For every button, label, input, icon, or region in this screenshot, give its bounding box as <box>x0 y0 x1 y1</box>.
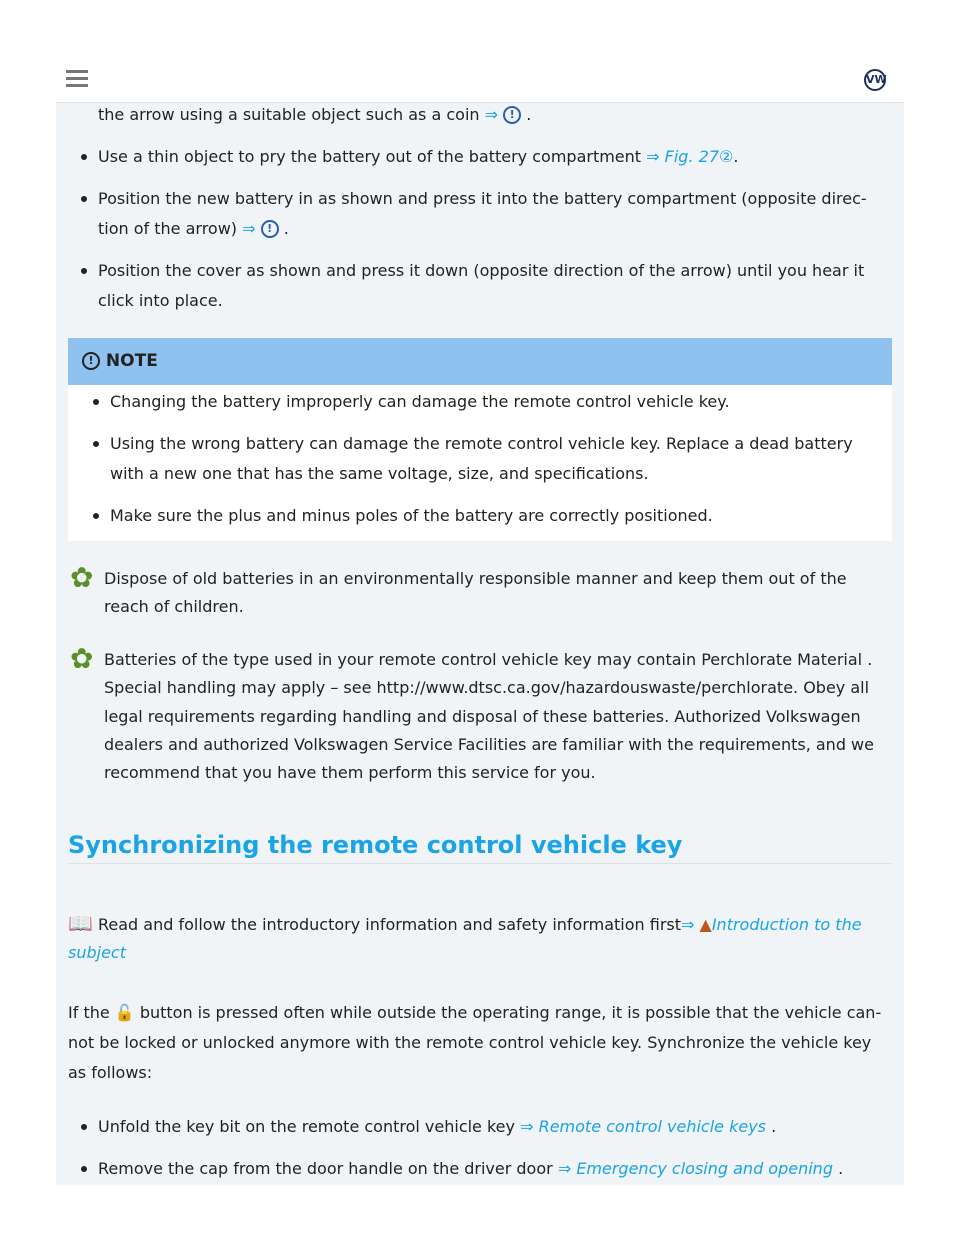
step <box>98 256 864 316</box>
env-text: Batteries of the type used in your remote control vehicle key may contain Perchlorate Material . <box>104 650 873 669</box>
arrow: ⇒ <box>557 1159 572 1178</box>
warning-icon[interactable]: ! <box>261 220 279 238</box>
note-item: Make sure the plus and minus poles of the battery are correctly positioned. <box>110 501 713 531</box>
arrow: ⇒ <box>520 1117 534 1136</box>
period: . <box>283 219 289 238</box>
step-text: Use a thin object to pry the battery out of the battery compartment <box>98 147 642 166</box>
env-note <box>104 565 847 621</box>
step-text: click into place. <box>98 291 223 310</box>
step <box>98 1112 776 1142</box>
hamburger-icon[interactable] <box>66 70 88 91</box>
note-item: Changing the battery improperly can damage the remote control vehicle key. <box>110 387 730 417</box>
note-item <box>110 429 853 489</box>
paragraph <box>68 998 881 1088</box>
step-text: Position the cover as shown and press it down (opposite direction of the arrow) until you hear it <box>98 261 865 280</box>
arrow: ⇒ <box>242 219 256 238</box>
top-bar <box>56 60 904 103</box>
env-note <box>104 646 874 787</box>
arrow: ⇒ <box>681 915 695 934</box>
para-text: button is pressed often while outside the operating range, it is possible that the vehicle can- <box>139 1003 882 1022</box>
step-text: Unfold the key bit on the remote control vehicle key <box>98 1117 515 1136</box>
step-text: the arrow using a suitable object such as a coin <box>98 105 480 124</box>
period: . <box>838 1159 844 1178</box>
env-text: reach of children. <box>104 597 244 616</box>
section-title: Synchronizing the remote control vehicle key <box>68 831 892 864</box>
note-text: with a new one that has the same voltage, size, and specifications. <box>110 464 649 483</box>
period: . <box>771 1117 777 1136</box>
warning-icon[interactable]: ! <box>503 106 521 124</box>
step-text: tion of the arrow) <box>98 219 238 238</box>
step <box>98 1154 843 1184</box>
intro <box>68 909 862 967</box>
para-text: If the <box>68 1003 110 1022</box>
fig-link[interactable]: Fig. 27② <box>664 147 734 166</box>
step <box>98 100 531 130</box>
environment-icon: ✿ <box>70 561 94 594</box>
content <box>56 103 904 1185</box>
env-text: legal requirements regarding handling and disposal of these batteries. Authorized Volkswagen <box>104 706 861 726</box>
book-icon: 📖 <box>68 911 93 935</box>
period: . <box>526 105 532 124</box>
step-link[interactable]: Emergency closing and opening <box>576 1159 833 1178</box>
step-link[interactable]: Remote control vehicle keys <box>538 1117 767 1136</box>
intro-link[interactable]: Introduction to the <box>711 915 862 934</box>
para-text: not be locked or unlocked anymore with the remote control vehicle key. Synchronize the vehicle key <box>68 1033 872 1052</box>
note-header <box>68 338 892 385</box>
note-text: Using the wrong battery can damage the remote control vehicle key. Replace a dead battery <box>110 434 853 453</box>
warning-triangle-icon: ▲ <box>699 915 712 934</box>
step-text: Remove the cap from the door handle on the driver door <box>98 1159 553 1178</box>
note-box <box>68 338 892 541</box>
step <box>98 184 867 244</box>
intro-link[interactable]: subject <box>68 943 126 962</box>
environment-icon: ✿ <box>70 642 94 675</box>
step <box>98 142 738 172</box>
env-text: Special handling may apply – see http://www.dtsc.ca.gov/hazardouswaste/perchlorate. Obey all <box>104 678 870 698</box>
arrow: ⇒ <box>646 147 660 166</box>
exclamation-icon: ! <box>82 352 100 370</box>
env-text: dealers and authorized Volkswagen Service Facilities are familiar with the requirements, and we <box>104 734 874 754</box>
env-text: Dispose of old batteries in an environmentally responsible manner and keep them out of the <box>104 569 847 588</box>
env-text: recommend that you have them perform this service for you. <box>104 763 596 783</box>
intro-text: Read and follow the introductory information and safety information first <box>98 915 682 934</box>
period: . <box>733 147 739 166</box>
arrow: ⇒ <box>484 105 499 124</box>
note-title: NOTE <box>105 351 158 371</box>
unlock-button-icon: 🔓 <box>114 1003 135 1022</box>
vw-logo[interactable]: VW <box>864 69 886 91</box>
para-text: as follows: <box>68 1063 153 1082</box>
step-text: Position the new battery in as shown and press it into the battery compartment (opposite direc- <box>98 189 867 208</box>
